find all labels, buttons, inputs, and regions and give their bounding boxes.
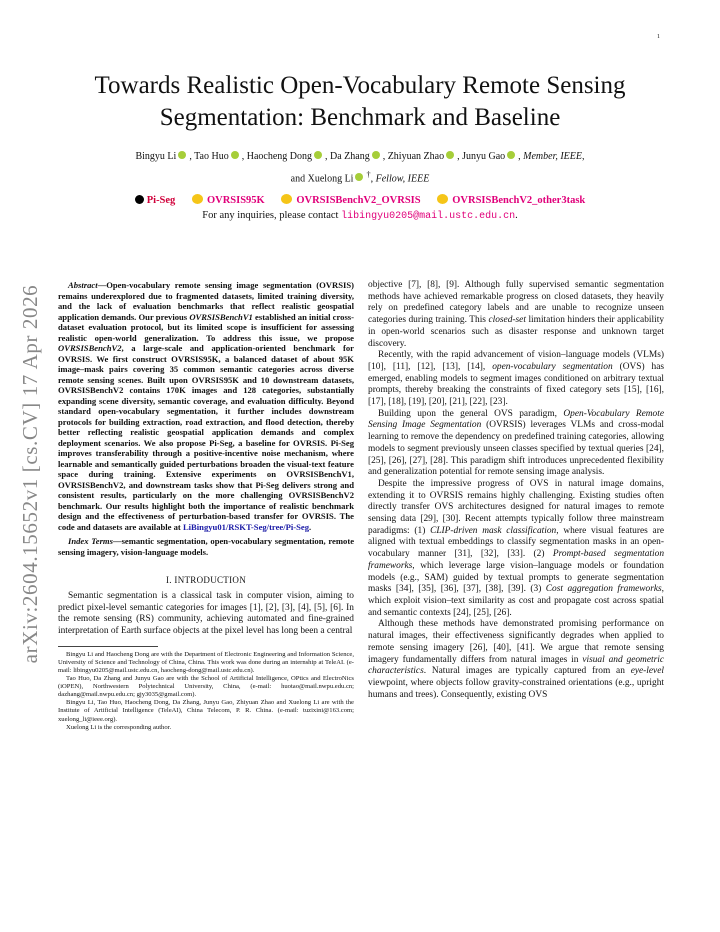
and-word: and — [290, 173, 306, 185]
author-name: Tao Huo — [194, 151, 229, 162]
right-column — [368, 280, 664, 701]
title-line-1: Towards Realistic Open-Vocabulary Remote Sensing — [94, 72, 626, 99]
section-heading: I. INTRODUCTION — [165, 575, 246, 585]
orcid-icon[interactable] — [231, 151, 239, 159]
body-paragraph: Despite the impressive progress of OVS in natural image domains, extending it to OVRSIS remains highly challenging. Existing studies often directly transfer OVS architectures designed for natural images to remote sensing data [29], [30]. Recent attempts typically follow three mainstream paradigms: (1) CLIP-driven mask classification, where visual features are aligned with textual embeddings to classify segmentation masks in an open-vocabulary manner [31], [32], [33]. (2) Prompt-based segmentation frameworks, which leverage large vision–language models or foundation models (e.g., SAM) guided by textual prompts to generate segmentation masks [34], [35], [36], [37], [38], [39]. (3) Cost aggregation frameworks, which exploit vision–text similarity as cost and propagate cost across spatial and semantic contexts [24], [25], [26]. — [368, 478, 665, 618]
inquiry-line: For any inquiries, please contact libingyu0205@mail.ustc.edu.cn. — [202, 210, 518, 222]
code-link[interactable]: LiBingyu01/RSKT-Seg/tree/Pi-Seg — [182, 521, 309, 532]
author-name: Xuelong Li — [307, 173, 354, 185]
footnote: Tao Huo, Da Zhang and Junyu Gao are with the School of Artificial Intelligence, OPtics and ElectroNics (iOPEN), Northwestern Polytechnical University, China, (e-mail: huotao@mail.nwpu.edu.cn; dazhang@mail.nwpu.edu.cn; gjy3035@gmail.com). — [58, 675, 354, 699]
footnote: Bingyu Li and Haocheng Dong are with the Department of Electronic Engineering and Information Science, University of Science and Technology of China, China. This work was done during an internship at TeleAI. (e-mail: libingyu0205@mail.ustc.edu.cn, haocheng-dong@mail.ustc.edu.cn). — [58, 650, 354, 674]
orcid-icon[interactable] — [178, 151, 186, 159]
index-terms: Index Terms—semantic segmentation, open-vocabulary segmentation, remote sensing imagery, vision-language models. — [58, 536, 355, 557]
author-name: Junyu Gao — [462, 151, 506, 162]
body-paragraph: Recently, with the rapid advancement of vision–language models (VLMs) [10], [11], [12], [13], [14], open-vocabulary segmentation (OVS) has emerged, enabling models to segment images conditioned on arbitrary textual prompts, thereby breaking the constraints of fixed category sets [15], [16], [17], [18], [19], [20], [21], [22], [23]. — [368, 350, 665, 408]
intro-paragraph: Semantic segmentation is a classical task in computer vision, aiming to predict pixel-level semantic categories for images [1], [2], [3], [4], [5], [6]. In the remote sensing (RS) community, achieving automated and fine-grained interpretation of Earth surface objects at the pixel level has long been a central — [58, 591, 354, 637]
footnote-rule — [58, 646, 158, 647]
corresponding-mark: † — [366, 170, 371, 179]
orcid-icon[interactable] — [355, 173, 363, 181]
link-ovrsis95k[interactable]: OVRSIS95K — [192, 195, 265, 206]
body-paragraph: Although these methods have demonstrated promising performance on natural images, their effectiveness significantly degrades when applied to remote sensing imagery [26], [40], [41]. We argue that remote sensing imagery fundamentally differs from natural images in visual and geometric characteristics. Natural images are typically captured from an eye-level viewpoint, where objects follow gravity-constrained orientations (e.g., upright humans and trees). Consequently, existing OVS — [368, 619, 664, 700]
huggingface-icon — [192, 194, 203, 204]
fellow-tag: Fellow, IEEE — [375, 173, 430, 185]
link-pi-seg[interactable]: Pi-Seg — [135, 195, 176, 206]
link-ovrsisbenchv2-ovrsis[interactable]: OVRSISBenchV2_OVRSIS — [281, 195, 420, 206]
link-ovrsisbenchv2-other3task[interactable]: OVRSISBenchV2_other3task — [437, 195, 585, 206]
author-list — [60, 148, 660, 188]
huggingface-icon — [281, 194, 292, 204]
member-tag: Member, IEEE, — [523, 151, 585, 162]
body-paragraph: objective [7], [8], [9]. Although fully supervised semantic segmentation methods have achieved remarkable progress on closed datasets, they heavily rely on predefined category labels and are unable to recognize unseen categories during training. This closed-set limitation hinders their applicability in open-world scenarios such as disaster response and unknown target discovery. — [368, 280, 665, 349]
arxiv-stamp — [14, 264, 42, 684]
body-paragraph: Building upon the general OVS paradigm, Open-Vocabulary Remote Sensing Image Segmentation (OVRSIS) leverages VLMs and cross-modal learning to remove the dependency on predefined training categories, allowing models to segment previously unseen classes specified by textual queries [24], [25], [26], [27], [28]. This paradigm shift introduces unprecedented flexibility and generalization potential for remote sensing image analysis. — [368, 408, 665, 478]
author-line-2: and Xuelong Li †, Fellow, IEEE — [290, 170, 430, 185]
title-line-2: Segmentation: Benchmark and Baseline — [159, 104, 561, 131]
page-number: 1 — [657, 34, 660, 40]
orcid-icon[interactable] — [507, 151, 515, 159]
abstract: Abstract—Open-vocabulary remote sensing image segmentation (OVRSIS) remains underexplored due to fragmented datasets, limited training diversity, and the lack of evaluation benchmarks that reflect realistic geospatial application demands. Our previous OVRSISBenchV1 established an initial cross-dataset evaluation protocol, but its limited scope is insufficient for assessing realistic open-world generalization. To address this issue, we propose OVRSISBenchV2, a large-scale and application-oriented benchmark for OVRSIS. We first construct OVRSIS95K, a balanced dataset of about 95K image–mask pairs covering 35 common semantic categories across diverse remote sensing scenes. Built upon OVRSIS95K and 10 downstream datasets, OVRSISBenchV2 contains 170K images and 128 categories, substantially expanding scene diversity, semantic coverage, and evaluation difficulty. Beyond standard open-vocabulary segmentation, it further includes downstream protocols for building extraction, road extraction, and flood detection, thereby better reflecting realistic geospatial application demands and complex deployment scenarios. We also propose Pi-Seg, a baseline for OVRSIS. Pi-Seg improves transferability through a positive-incentive noise mechanism, where learnable and semantically guided perturbations broaden the visual-text feature space during training. Extensive experiments on OVRSISBenchV1, OVRSISBenchV2, and downstream tasks show that Pi-Seg delivers strong and consistent results, particularly on the more challenging OVRSISBenchV2 benchmark. Our results highlight both the importance of realistic benchmark design and the effectiveness of perturbation-based transfer for OVRSIS. The code and datasets are available at LiBingyu01/RSKT-Seg/tree/Pi-Seg. — [58, 280, 354, 532]
abstract-label: Abstract — [68, 280, 98, 290]
huggingface-icon — [437, 194, 448, 204]
author-name: Haocheng Dong — [246, 151, 312, 162]
footnote: Xuelong Li is the corresponding author. — [66, 723, 172, 731]
resource-links — [60, 194, 660, 206]
author-name: Bingyu Li — [135, 151, 177, 162]
left-column — [58, 280, 354, 732]
contact-email[interactable]: libingyu0205@mail.ustc.edu.cn — [341, 211, 516, 222]
footnote: Bingyu Li, Tao Huo, Haocheng Dong, Da Zhang, Junyu Gao, Zhiyuan Zhao and Xuelong Li are with the Institute of Artificial Intelligence (TeleAI), China Telecom, P. R. China. (e-mail: tuzixini@163.com; xuelong_li@ieee.org). — [58, 699, 354, 723]
author-name: Zhiyuan Zhao — [387, 151, 445, 162]
paper-title — [40, 70, 680, 134]
github-icon — [135, 195, 144, 204]
orcid-icon[interactable] — [446, 151, 454, 159]
author-line-1: Bingyu Li , Tao Huo , Haocheng Dong , Da Zhang , Zhiyuan Zhao , Junyu Gao , Member, IEEE, — [135, 151, 585, 162]
orcid-icon[interactable] — [314, 151, 322, 159]
arxiv-id: arXiv:2604.15652v1 [cs.CV] 17 Apr 2026 — [18, 284, 42, 664]
index-terms-label: Index Terms — [68, 536, 113, 546]
author-name: Da Zhang — [329, 151, 370, 162]
orcid-icon[interactable] — [372, 151, 380, 159]
